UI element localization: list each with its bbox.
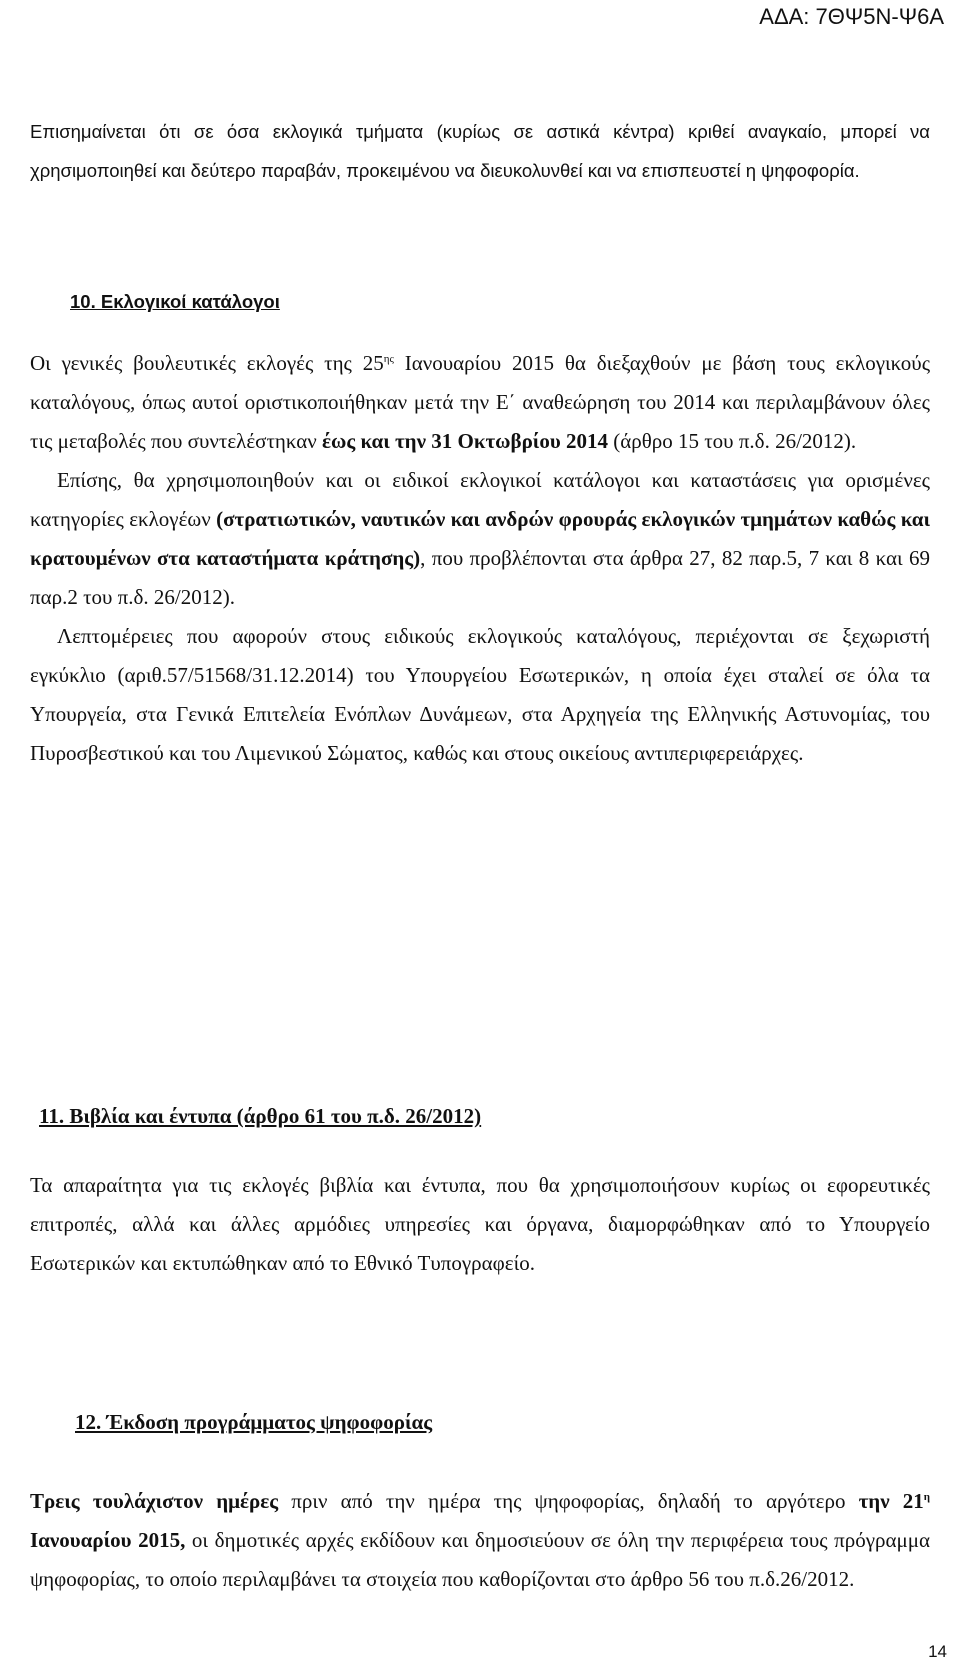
section-11-heading: 11. Βιβλία και έντυπα (άρθρο 61 του π.δ. 26/2012) [39, 1104, 482, 1128]
intro-paragraph: Επισημαίνεται ότι σε όσα εκλογικά τμήματα (κυρίως σε αστικά κέντρα) κριθεί αναγκαίο, μπορεί να χρησιμοποιηθεί και δεύτερο παραβάν, προκειμένου να διευκολυνθεί και να επισπευστεί η ψηφοφορία. [30, 121, 930, 181]
section-12 [30, 1403, 930, 1599]
section-10 [30, 282, 930, 773]
ada-code: ΑΔΑ: 7ΘΨ5Ν-Ψ6Α [759, 4, 944, 29]
section-12-paragraph: Τρεις τουλάχιστον ημέρες πριν από την ημέρα της ψηφοφορίας, δηλαδή το αργότερο την $21^\eta$ Ιανουαρίου 2015, οι δημοτικές αρχές εκδίδουν και δημοσιεύουν σε όλη την περιφέρεια τους πρόγραμμα ψηφοφορίας, το οποίο περιλαμβάνει τα στοιχεία που καθορίζονται στο άρθρο 56 του π.δ.26/2012. [30, 1489, 931, 1591]
section-12-heading: 12. Έκδοση προγράμματος ψηφοφορίας [75, 1410, 433, 1434]
page-number: 14 [928, 1642, 947, 1661]
section-11 [30, 1097, 930, 1283]
intro-section [30, 112, 930, 190]
section-10-paragraph-1: Οι γενικές βουλευτικές εκλογές της $25^{\eta\varsigma}$ Ιανουαρίου 2015 θα διεξαχθούν με βάση τους εκλογικούς καταλόγους, όπως αυτοί οριστικοποιήθηκαν μετά την Ε΄ αναθεώρηση του 2014 και περιλαμβάνουν όλες τις μεταβολές που συντελέστηκαν έως και την 31 Οκτωβρίου 2014 (άρθρο 15 του π.δ. 26/2012). [30, 351, 931, 453]
section-10-heading: 10. Εκλογικοί κατάλογοι [70, 291, 280, 312]
section-10-paragraph-3: Λεπτομέρειες που αφορούν στους ειδικούς εκλογικούς καταλόγους, περιέχονται σε ξεχωριστή εγκύκλιο (αριθ.57/51568/31.12.2014) του Υπουργείου Εσωτερικών, η οποία έχει σταλεί σε όλα τα Υπουργεία, στα Γενικά Επιτελεία Ενόπλων Δυνάμεων, στα Αρχηγεία της Ελληνικής Αστυνομίας, του Πυροσβεστικού και του Λιμενικού Σώματος, καθώς και στους οικείους αντιπεριφερειάρχες. [30, 624, 930, 765]
section-11-paragraph: Τα απαραίτητα για τις εκλογές βιβλία και έντυπα, που θα χρησιμοποιήσουν κυρίως οι εφορευτικές επιτροπές, αλλά και άλλες αρμόδιες υπηρεσίες και όργανα, διαμορφώθηκαν από το Υπουργείο Εσωτερικών και εκτυπώθηκαν από το Εθνικό Τυπογραφείο. [30, 1173, 930, 1275]
section-10-paragraph-2: Επίσης, θα χρησιμοποιηθούν και οι ειδικοί εκλογικοί κατάλογοι και καταστάσεις για ορισμένες κατηγορίες εκλογέων (στρατιωτικών, ναυτικών και ανδρών φρουράς εκλογικών τμημάτων καθώς και κρατουμένων στα καταστήματα κράτησης), που προβλέπονται στα άρθρα 27, 82 παρ.5, 7 και 8 και 69 παρ.2 του π.δ. 26/2012). [30, 468, 930, 609]
